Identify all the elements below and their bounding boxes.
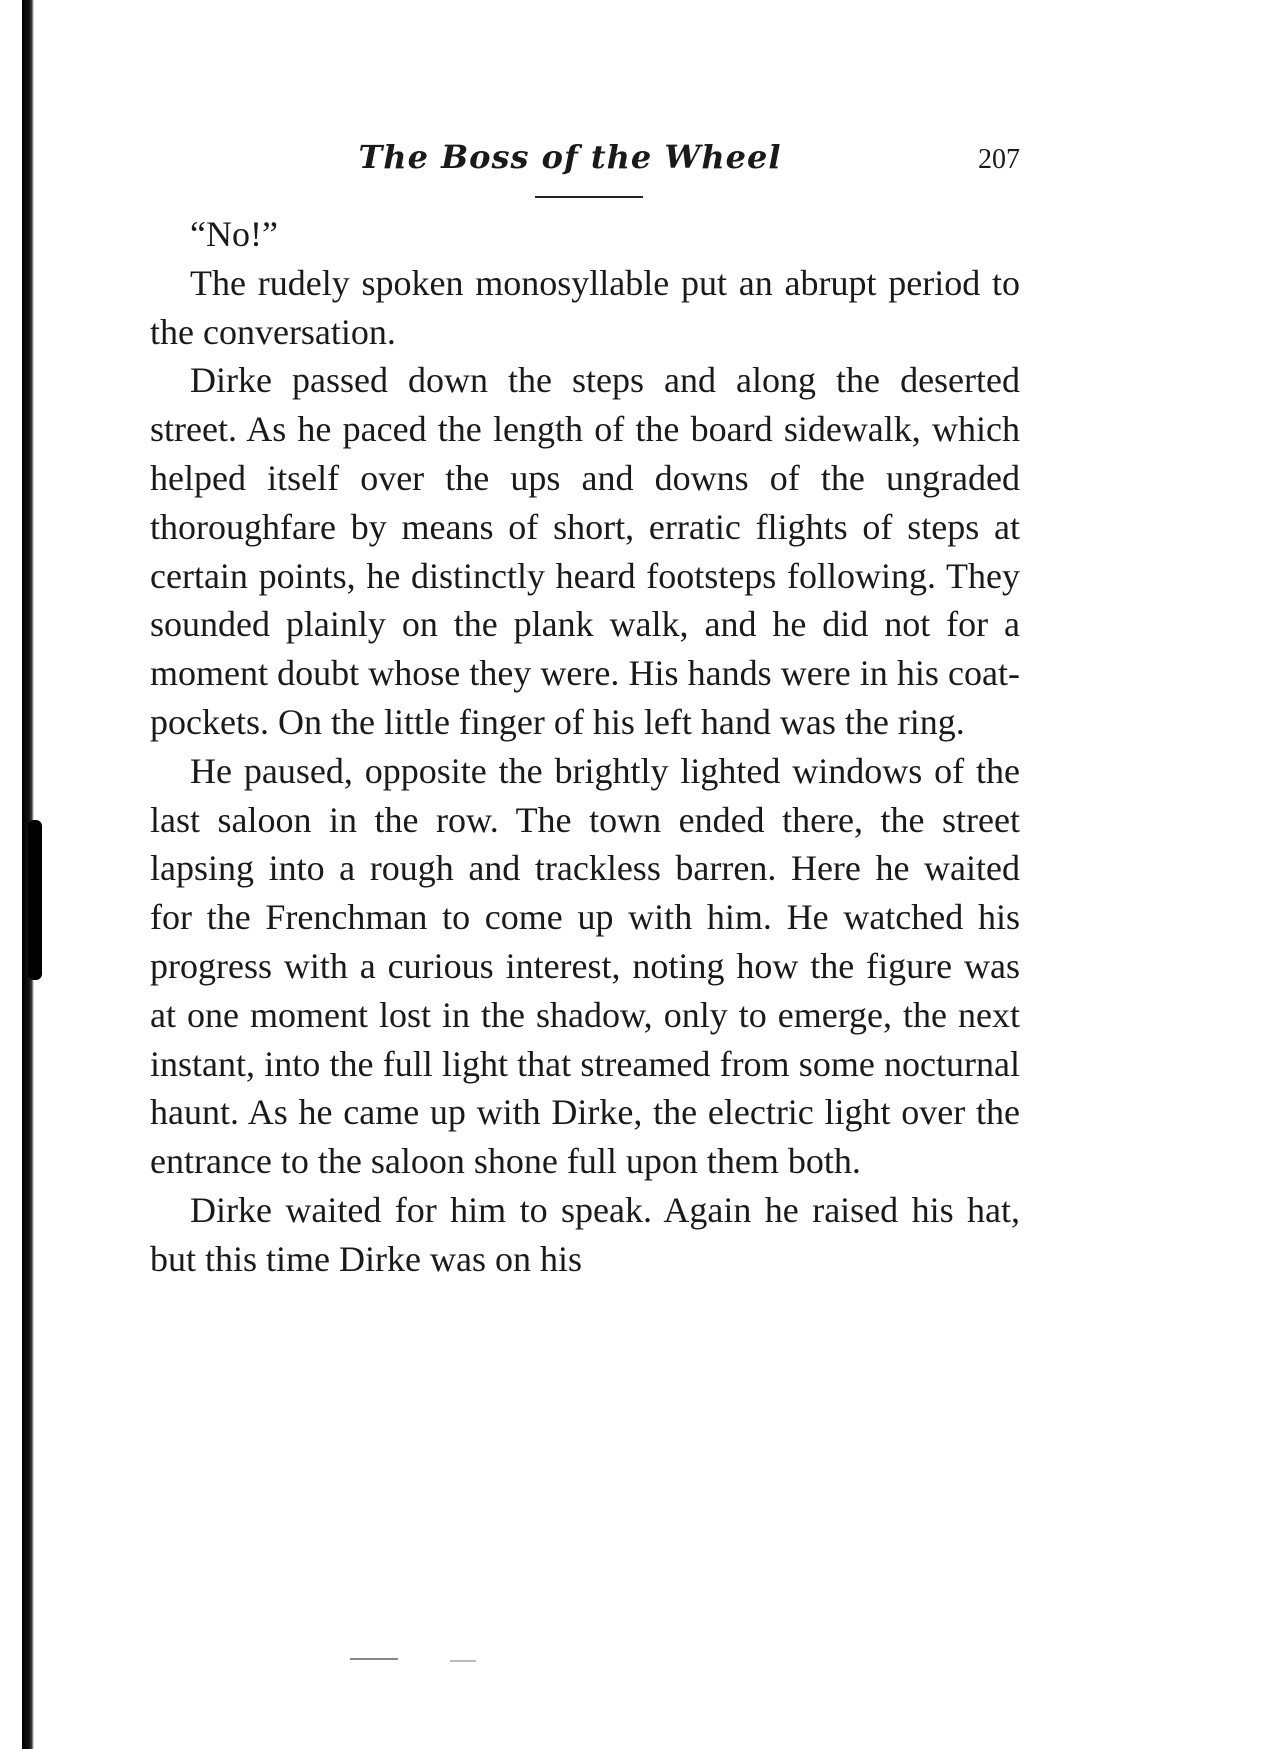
scan-speck <box>350 1658 398 1660</box>
book-page <box>150 0 1020 1749</box>
header-rule <box>535 196 643 198</box>
paragraph: He paused, opposite the brightly lighted windows of the last saloon in the row. The town ended there, the street lapsing into a rough and trackless barren. Here he waited for the Frenchman to come up with him. He watched his progress with a curious interest, noting how the figure was at one moment lost in the shadow, only to emerge, the next instant, into the full light that streamed from some nocturnal haunt. As he came up with Dirke, the electric light over the entrance to the saloon shone full upon them both. <box>150 750 1020 1182</box>
running-title: The Boss of the Wheel <box>358 138 782 176</box>
body-text <box>150 210 1020 1284</box>
paragraph: Dirke waited for him to speak. Again he raised his hat, but this time Dirke was on his <box>150 1189 1020 1279</box>
paragraph: “No!” <box>190 214 278 254</box>
scan-speck <box>450 1660 476 1662</box>
paragraph: The rudely spoken monosyllable put an abrupt period to the conversation. <box>150 262 1020 352</box>
page-binding-shadow <box>28 820 42 980</box>
page-number: 207 <box>978 144 1020 175</box>
running-head <box>150 138 1020 188</box>
paragraph: Dirke passed down the steps and along the deserted street. As he paced the length of the board sidewalk, which helped itself over the ups and downs of the ungraded thoroughfare by means of short, erratic flights of steps at certain points, he distinctly heard footsteps following. They sounded plainly on the plank walk, and he did not for a moment doubt whose they were. His hands were in his coat-pockets. On the little finger of his left hand was the ring. <box>150 360 1020 742</box>
